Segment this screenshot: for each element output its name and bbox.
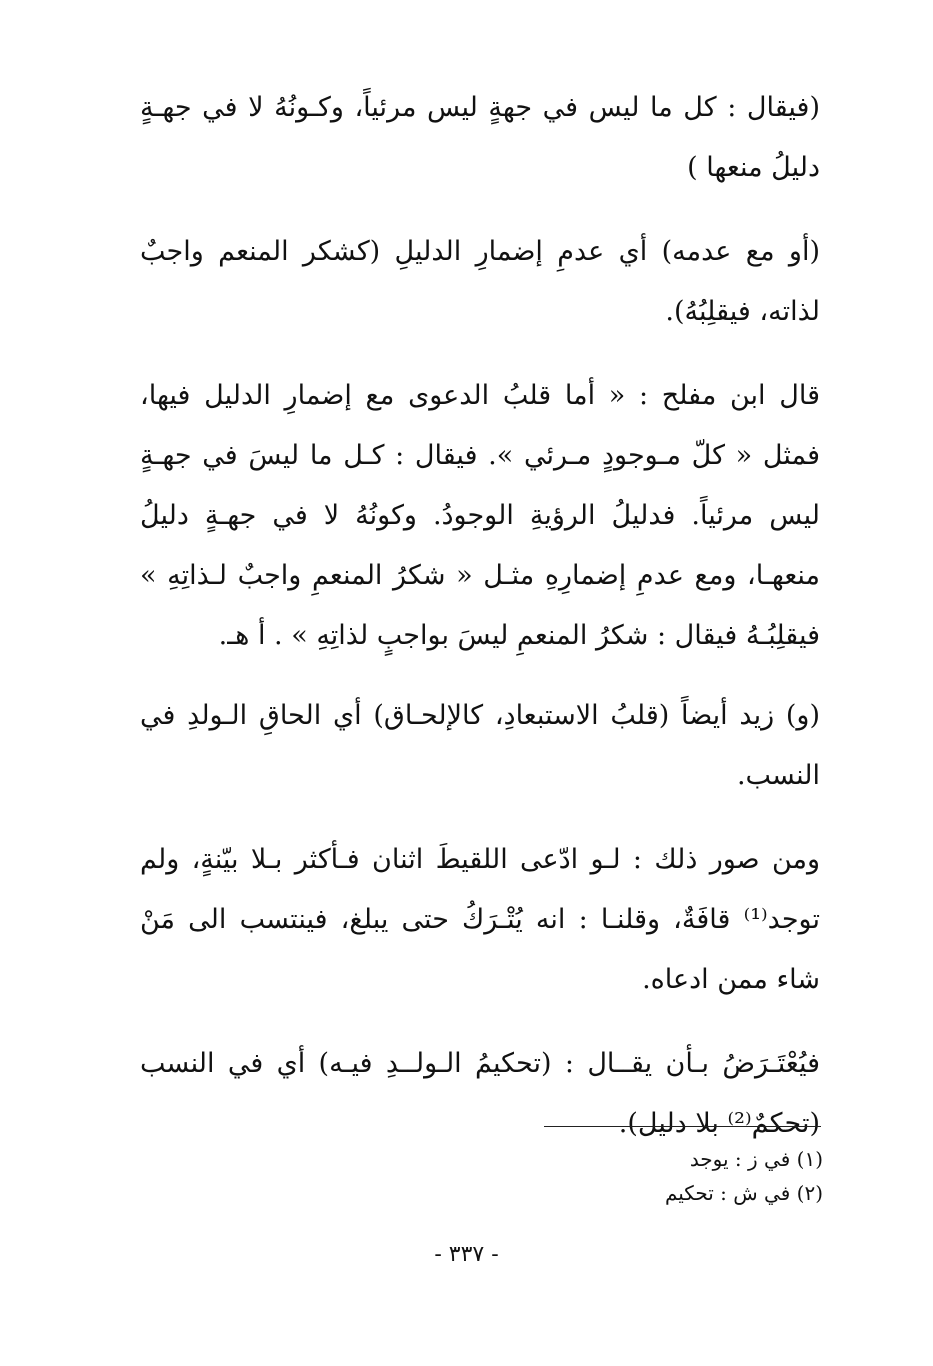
- page-number: - ٣٣٧ -: [434, 1242, 499, 1267]
- footnote-divider: [544, 1126, 821, 1127]
- paragraph-5: ومن صور ذلك : لـو ادّعى اللقيطَ اثنان فـأكثر بـلا بيّنةٍ، ولم توجد⁽¹⁾ قافَةٌ، وقلنـا : انه يُتْـرَكُ حتى يبلغ، فينتسب الى مَنْ شاء ممن ادعاه.: [140, 844, 820, 995]
- paragraph-6: فيُعْتَـرَضُ بـأن يقــال : (تحكيمُ الـولــدِ فيـه) أي في النسب (تحكمٌ⁽²⁾ بلا دليل).: [140, 1048, 820, 1139]
- paragraph-4: (و) زيد أيضاً (قلبُ الاستبعادِ، كالإلحـاق) أي الحاقِ الـولدِ في النسب.: [140, 700, 820, 791]
- footnotes: [540, 1142, 823, 1210]
- footnote-2: (٢) في ش : تحكيم: [664, 1181, 823, 1205]
- footnote-1: (١) في ز : يوجد: [689, 1147, 823, 1171]
- paragraph-2: (أو مع عدمه) أي عدمِ إضمارِ الدليلِ (كشكر المنعم واجبٌ لذاته، فيقلِبُهُ).: [140, 236, 820, 327]
- main-text: [140, 78, 820, 1178]
- paragraph-1: (فيقال : كل ما ليس في جهةٍ ليس مرئياً، وكـونُهُ لا في جهـةٍ دليلُ منعها ): [140, 92, 820, 183]
- paragraph-3: قال ابن مفلح : « أما قلبُ الدعوى مع إضمارِ الدليل فيها، فمثل « كلّ مـوجودٍ مـرئي ». فيقال : كـل ما ليسَ في جهـةٍ ليس مرئياً. فدليلُ الرؤيةِ الوجودُ. وكونُهُ لا في جهـةٍ دليلُ منعهـا، ومع عدمِ إضمارِهِ مثـل « شكرُ المنعمِ واجبٌ لـذاتِهِ » فيقلِبُـهُ فيقال : شكرُ المنعمِ ليسَ بواجبٍ لذاتِهِ » . أ هـ.: [140, 380, 820, 651]
